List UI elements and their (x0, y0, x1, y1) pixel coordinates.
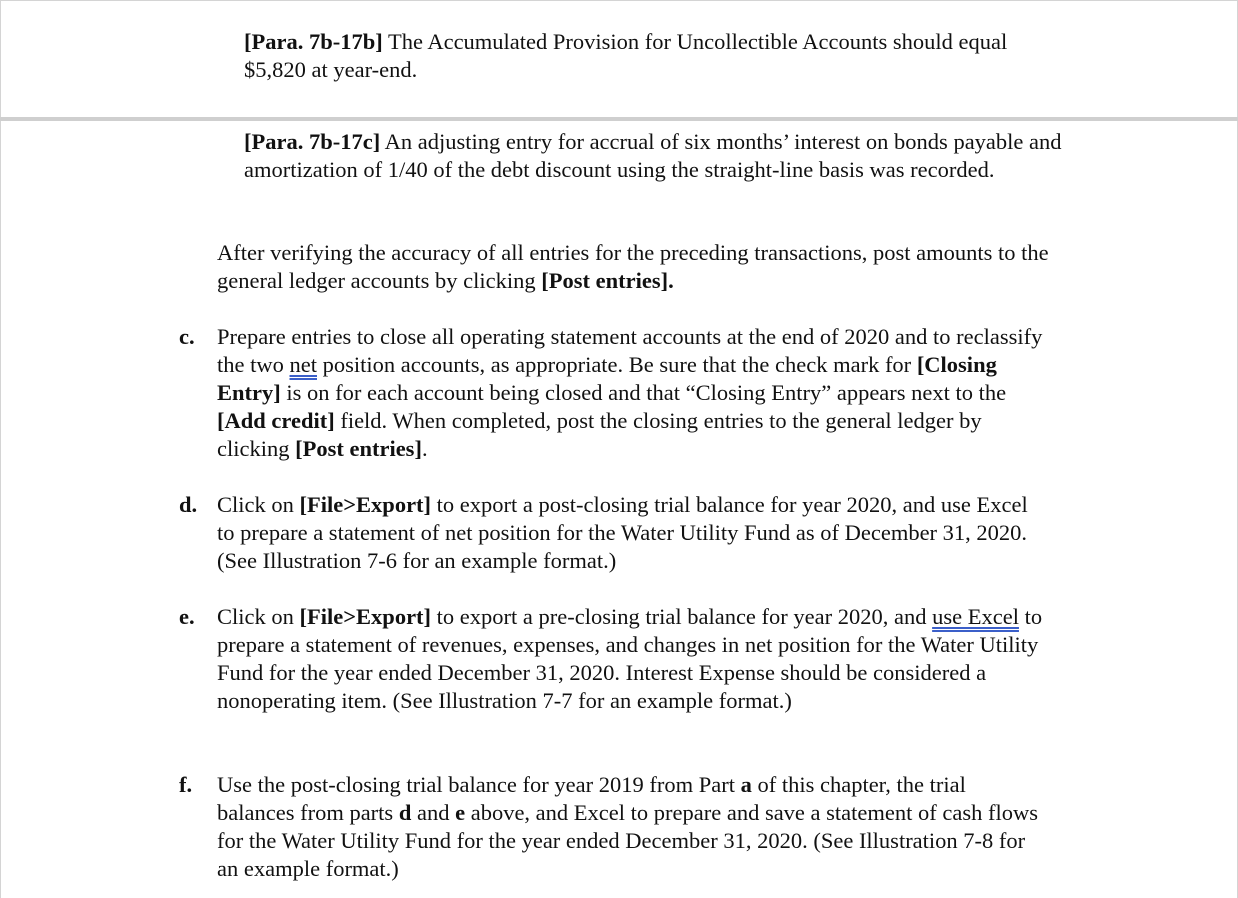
item-letter: c. (179, 324, 195, 349)
list-item-e (179, 603, 1047, 715)
list-item-c (179, 323, 1047, 463)
item-text: to prepare a statement of revenues, expenses, and changes in net position for the Water Utility Fund for the year ended December 31, 2020. Interest Expense should be considered a nonoperating item. (See Illustration 7-7 for an example format.) (217, 604, 1043, 713)
paragraph-7b-17b (244, 28, 1044, 84)
item-bold: e (455, 800, 466, 825)
item-text: Click on (217, 604, 300, 629)
item-letter: d. (179, 492, 198, 517)
item-bold: d (398, 800, 412, 825)
paragraph-7b-17c (244, 128, 1064, 184)
item-text: Click on (217, 492, 300, 517)
item-text: above, and Excel to prepare and save a statement of cash flows for the Water Utility Fund for the year ended December 31, 2020. (See Illustration 7-8 for an example format.) (217, 800, 1038, 881)
post-entries-ref: [Post entries]. (541, 268, 674, 293)
item-bold: [Post entries] (295, 436, 422, 461)
item-text: of this chapter, the trial balances from parts (217, 772, 966, 825)
item-text: field. When completed, post the closing entries to the general ledger by clicking (217, 408, 982, 461)
item-bold: [File>Export] (299, 492, 432, 517)
item-letter: e. (179, 604, 195, 629)
item-text: . (421, 436, 428, 461)
list-item-d (179, 491, 1047, 575)
grammar-marked-word: use Excel (932, 604, 1019, 629)
item-text: to export a post-closing trial balance for year 2020, and use Excel to prepare a statement of net position for the Water Utility Fund as of December 31, 2020. (See Illustration 7-6 for an example format.) (217, 492, 1028, 573)
item-text: is on for each account being closed and that “Closing Entry” appears next to the (280, 380, 1007, 405)
item-bold: [Closing Entry] (217, 352, 997, 405)
item-body (217, 491, 1047, 575)
item-bold: [Add credit] (217, 408, 335, 433)
para-text: After verifying the accuracy of all entries for the preceding transactions, post amounts to the general ledger accounts by clicking (217, 240, 1049, 293)
paragraph-post-entries (217, 239, 1077, 295)
item-letter: f. (179, 772, 193, 797)
item-body (217, 603, 1047, 715)
para-ref: [Para. 7b-17c] (244, 129, 381, 154)
grammar-marked-word: net (289, 352, 317, 377)
item-text: position accounts, as appropriate. Be sure that the check mark for (317, 352, 917, 377)
item-body (217, 771, 1047, 883)
item-text: to export a pre-closing trial balance for year 2020, and (431, 604, 933, 629)
list-item-f (179, 771, 1047, 883)
item-bold: [File>Export] (299, 604, 432, 629)
item-bold: a (740, 772, 752, 797)
item-body (217, 323, 1047, 463)
item-text: Use the post-closing trial balance for year 2019 from Part (217, 772, 741, 797)
item-text: Prepare entries to close all operating statement accounts at the end of 2020 and to reclassify the two (217, 324, 1043, 377)
para-ref: [Para. 7b-17b] (244, 29, 383, 54)
para-text: An adjusting entry for accrual of six months’ interest on bonds payable and amortization of 1/40 of the debt discount using the straight-line basis was recorded. (244, 129, 1062, 182)
para-text: The Accumulated Provision for Uncollectible Accounts should equal $5,820 at year-end. (244, 29, 1008, 82)
item-text: and (411, 800, 456, 825)
